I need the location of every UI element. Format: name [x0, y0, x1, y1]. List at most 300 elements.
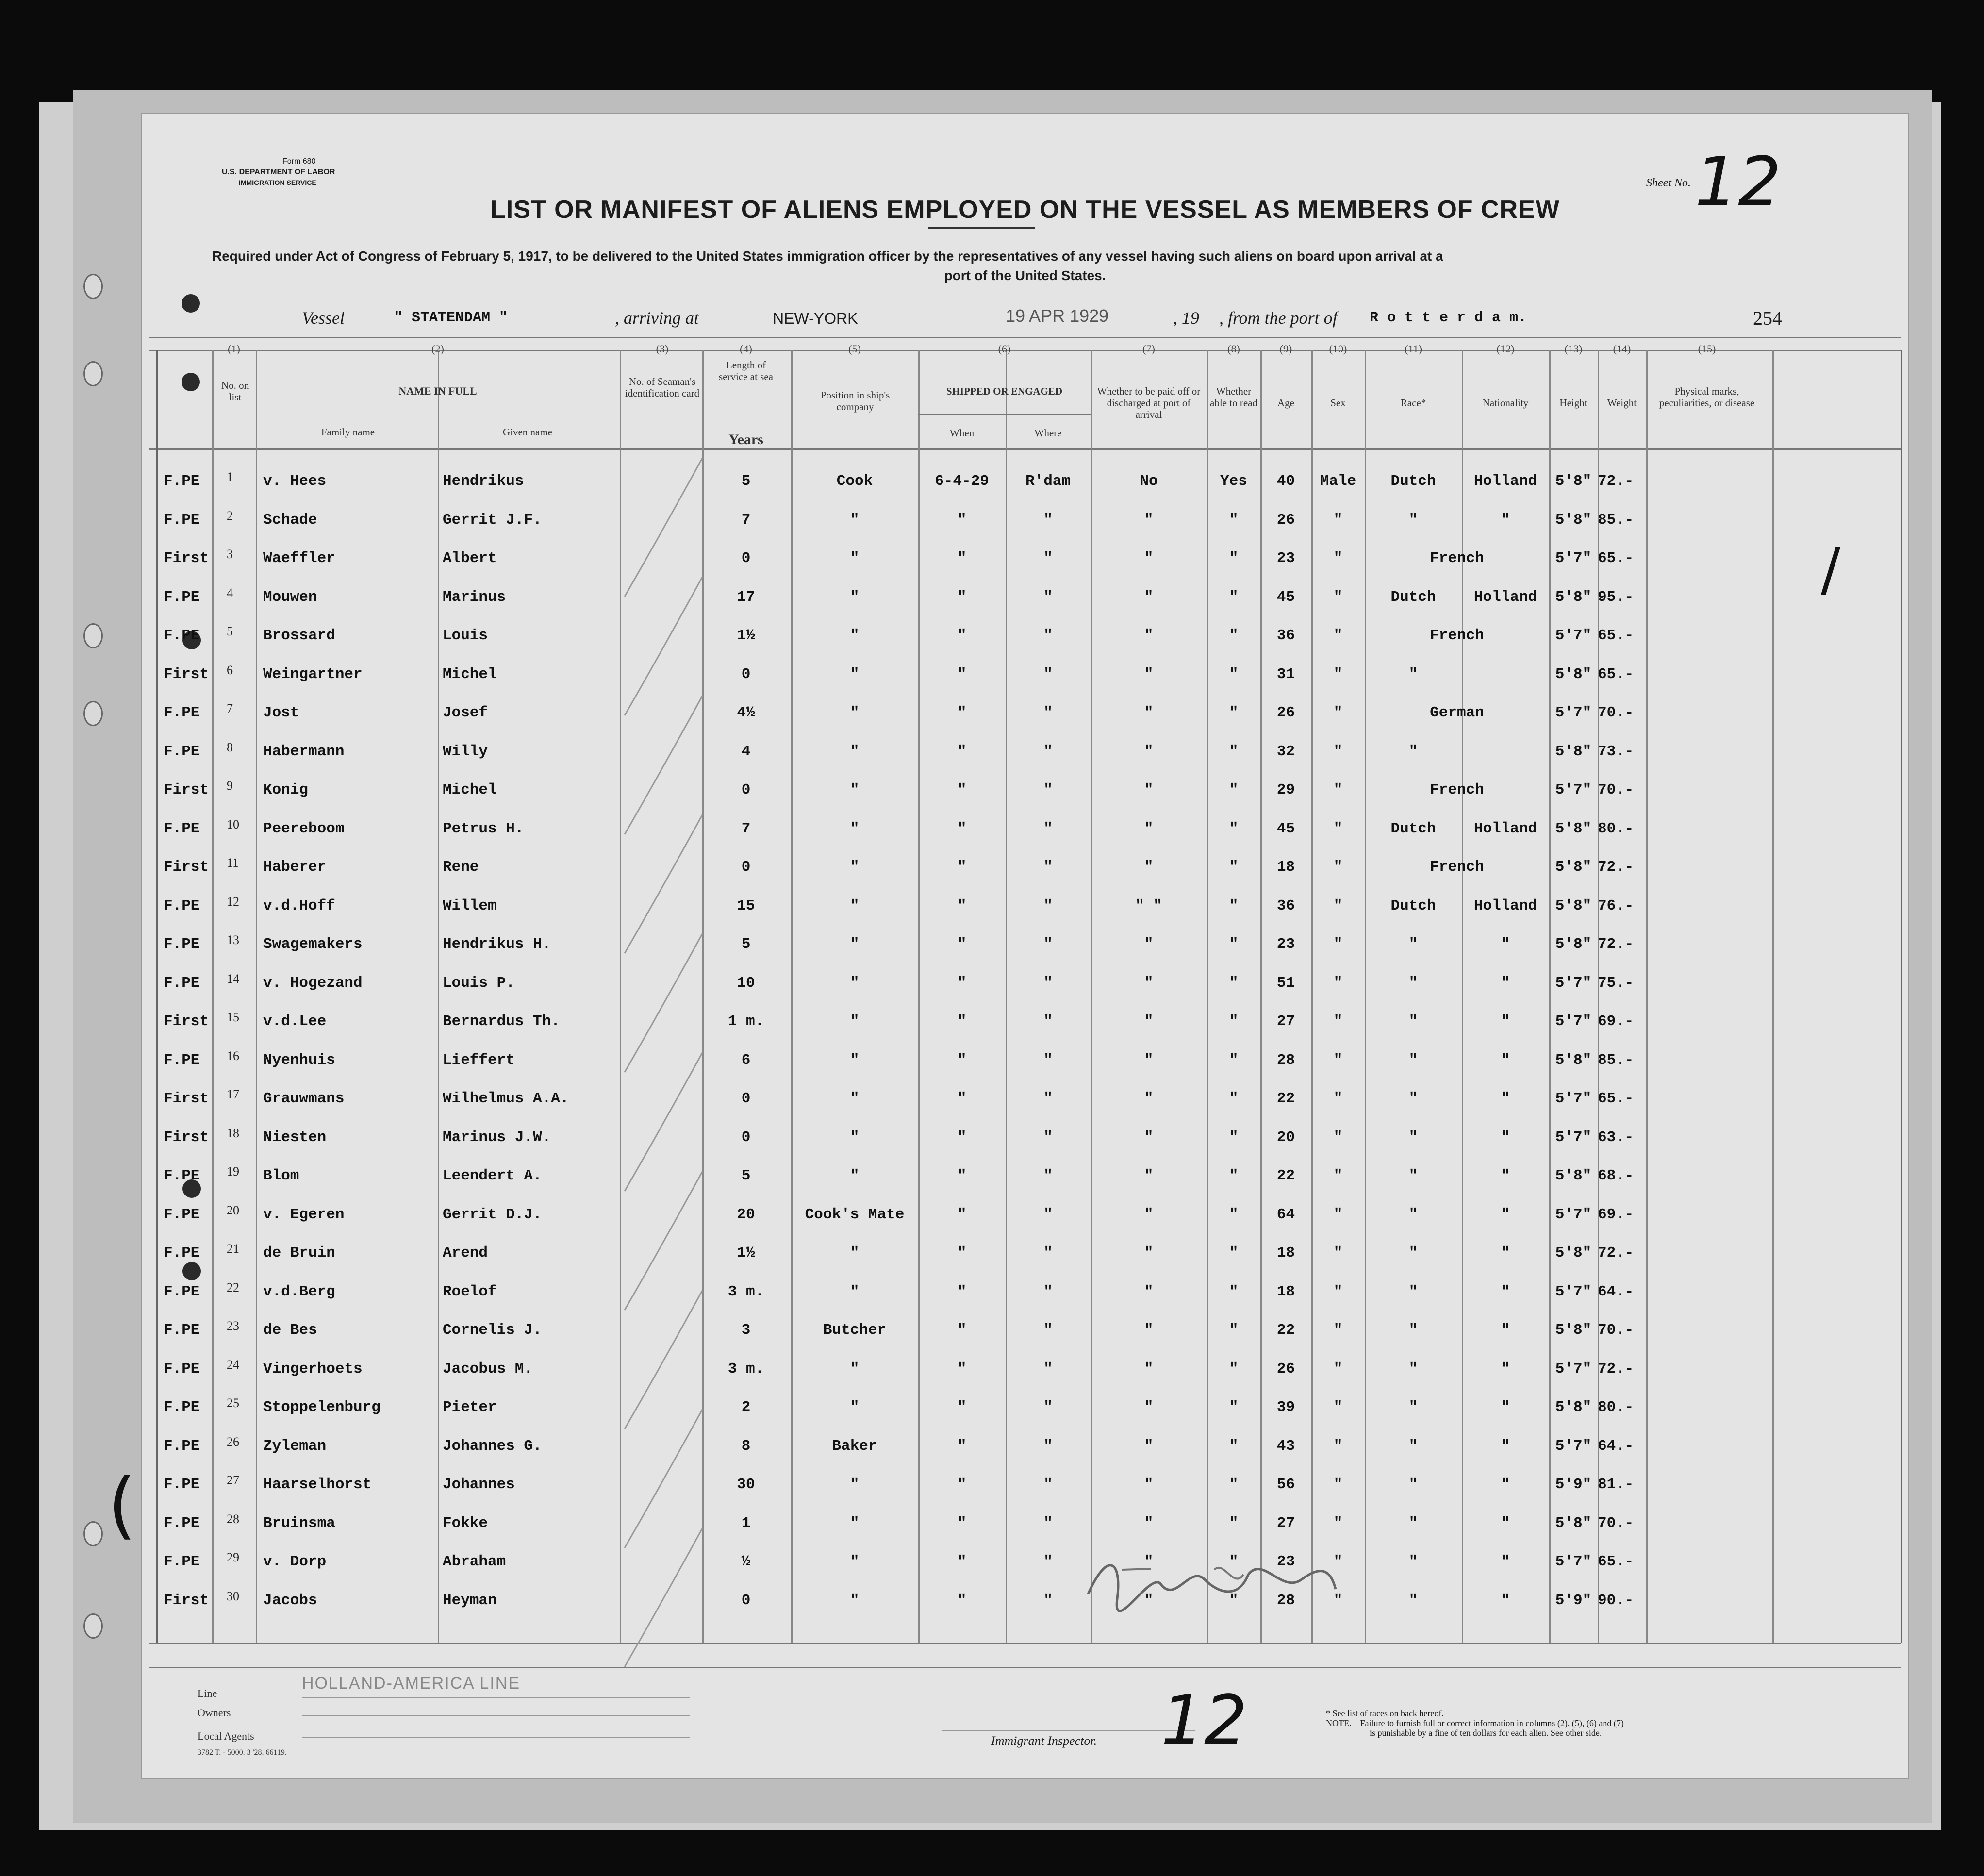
cell-family: Jost	[263, 704, 299, 721]
cell-age: 64	[1276, 1206, 1295, 1223]
cell-class: First	[164, 1129, 209, 1146]
table-row	[142, 1164, 1908, 1206]
cell-nationality: Holland	[1473, 820, 1538, 837]
local-agents-label: Local Agents	[198, 1730, 254, 1742]
row-number: 22	[227, 1280, 239, 1295]
cell-age: 18	[1276, 1245, 1295, 1262]
row-number: 26	[227, 1434, 239, 1449]
cell-age: 26	[1276, 511, 1295, 529]
cell-where: "	[1043, 1206, 1053, 1223]
cell-height: 5'8"	[1555, 1322, 1592, 1339]
col-4-header: Length of service at sea	[719, 359, 773, 382]
punch-hole	[83, 623, 103, 648]
cell-when: "	[957, 1399, 967, 1416]
cell-position: "	[850, 820, 860, 837]
cell-race: "	[1408, 1090, 1418, 1107]
cell-paid: "	[1144, 1476, 1154, 1493]
cell-read: "	[1229, 781, 1239, 798]
cell-race: "	[1408, 1476, 1418, 1493]
cell-age: 56	[1276, 1476, 1295, 1493]
col-4-number: (4)	[740, 343, 752, 355]
cell-race: "	[1408, 665, 1418, 683]
cell-given: Wilhelmus A.A.	[443, 1090, 569, 1107]
cell-age: 32	[1276, 743, 1295, 760]
table-bottom-rule	[149, 1643, 1901, 1644]
table-row	[142, 817, 1908, 859]
cell-read: "	[1229, 1592, 1239, 1609]
cell-when: "	[957, 1206, 967, 1223]
row-number: 16	[227, 1048, 239, 1063]
cell-service: 0	[741, 550, 751, 567]
cell-height: 5'8"	[1555, 665, 1592, 683]
cell-weight: 69.-	[1598, 1013, 1634, 1030]
cell-height: 5'8"	[1555, 1167, 1592, 1184]
cell-sex: "	[1333, 704, 1343, 721]
cell-where: "	[1043, 1129, 1053, 1146]
cell-paid: "	[1144, 820, 1154, 837]
cell-weight: 70.-	[1598, 1322, 1634, 1339]
table-row	[142, 624, 1908, 666]
cell-paid: "	[1144, 1322, 1154, 1339]
cell-where: "	[1043, 1283, 1053, 1300]
cell-paid: "	[1144, 1167, 1154, 1184]
cell-weight: 80.-	[1598, 1399, 1634, 1416]
col-15-number: (15)	[1698, 343, 1716, 355]
cell-age: 28	[1276, 1592, 1295, 1609]
row-number: 6	[227, 663, 233, 677]
punch-hole	[83, 361, 103, 386]
cell-sex: "	[1333, 1592, 1343, 1609]
cell-class: F.PE	[164, 1553, 200, 1570]
cell-read: "	[1229, 1514, 1239, 1532]
cell-class: F.PE	[164, 511, 200, 529]
cell-when: "	[957, 1322, 967, 1339]
cell-age: 28	[1276, 1051, 1295, 1069]
cell-position: "	[850, 1283, 860, 1300]
cell-when: "	[957, 1514, 967, 1532]
cell-when: "	[957, 1476, 967, 1493]
handwritten-mark: (	[108, 1463, 136, 1547]
cell-when: "	[957, 627, 967, 644]
cell-service: 7	[741, 511, 751, 529]
cell-weight: 70.-	[1598, 704, 1634, 721]
cell-weight: 69.-	[1598, 1206, 1634, 1223]
cell-given: Willy	[443, 743, 488, 760]
cell-sex: "	[1333, 1399, 1343, 1416]
cell-nationality: Holland	[1473, 588, 1538, 606]
cell-height: 5'8"	[1555, 936, 1592, 953]
cell-position: "	[850, 550, 860, 567]
cell-class: First	[164, 550, 209, 567]
agents-underline	[302, 1737, 690, 1738]
cell-sex: "	[1333, 627, 1343, 644]
cell-read: "	[1229, 859, 1239, 876]
cell-service: 30	[737, 1476, 755, 1493]
cell-given: Hendrikus	[443, 473, 524, 490]
cell-position: "	[850, 781, 860, 798]
cell-age: 18	[1276, 859, 1295, 876]
department-name: U.S. DEPARTMENT OF LABOR	[222, 168, 335, 176]
cell-class: F.PE	[164, 1167, 200, 1184]
cell-age: 22	[1276, 1167, 1295, 1184]
cell-age: 45	[1276, 588, 1295, 606]
cell-when: "	[957, 1129, 967, 1146]
cell-weight: 65.-	[1598, 1090, 1634, 1107]
cell-race: "	[1408, 1167, 1418, 1184]
row-number: 10	[227, 817, 239, 831]
cell-nationality: Holland	[1473, 897, 1538, 914]
cell-given: Louis	[443, 627, 488, 644]
given-name-header: Given name	[502, 426, 553, 438]
family-name-header: Family name	[321, 426, 375, 438]
cell-height: 5'8"	[1555, 1245, 1592, 1262]
punch-hole	[83, 701, 103, 726]
cell-height: 5'8"	[1555, 897, 1592, 914]
cell-race: "	[1408, 1129, 1418, 1146]
col-13-header: Height	[1559, 397, 1587, 409]
cell-family: v.d.Lee	[263, 1013, 327, 1030]
cell-service: 0	[741, 1129, 751, 1146]
footnote-races: * See list of races on back hereof.	[1326, 1709, 1444, 1718]
cell-weight: 72.-	[1598, 1360, 1634, 1378]
cell-where: "	[1043, 859, 1053, 876]
row-number: 18	[227, 1126, 239, 1140]
cell-height: 5'7"	[1555, 1206, 1592, 1223]
cell-read: "	[1229, 704, 1239, 721]
cell-read: "	[1229, 1129, 1239, 1146]
cell-read: "	[1229, 936, 1239, 953]
cell-class: F.PE	[164, 704, 200, 721]
cell-weight: 76.-	[1598, 897, 1634, 914]
cell-when: "	[957, 820, 967, 837]
cell-position: "	[850, 1090, 860, 1107]
cell-read: "	[1229, 974, 1239, 992]
row-number: 9	[227, 779, 233, 793]
punch-hole	[83, 274, 103, 299]
cell-position: "	[850, 974, 860, 992]
cell-sex: "	[1333, 1245, 1343, 1262]
cell-given: Johannes G.	[443, 1437, 542, 1455]
cell-height: 5'7"	[1555, 1129, 1592, 1146]
table-row	[142, 1357, 1908, 1399]
cell-when: "	[957, 550, 967, 567]
cell-where: "	[1043, 1476, 1053, 1493]
cell-paid: "	[1144, 1090, 1154, 1107]
col-5-number: (5)	[848, 343, 861, 355]
table-row	[142, 1319, 1908, 1361]
col-8-number: (8)	[1227, 343, 1240, 355]
cell-read: "	[1229, 665, 1239, 683]
ink-blot	[182, 373, 200, 391]
cell-paid: "	[1144, 588, 1154, 606]
header-bottom-rule	[149, 448, 1901, 450]
cell-weight: 90.-	[1598, 1592, 1634, 1609]
cell-read: "	[1229, 1206, 1239, 1223]
cell-sex: "	[1333, 665, 1343, 683]
row-number: 25	[227, 1396, 239, 1410]
table-row	[142, 1550, 1908, 1592]
cell-race: Dutch	[1390, 820, 1436, 837]
vessel-label: Vessel	[302, 308, 345, 328]
cell-paid: "	[1144, 1051, 1154, 1069]
cell-sex: "	[1333, 1553, 1343, 1570]
cell-class: F.PE	[164, 627, 200, 644]
cell-age: 27	[1276, 1013, 1295, 1030]
cell-read: "	[1229, 511, 1239, 529]
cell-given: Willem	[443, 897, 497, 914]
cell-given: Rene	[443, 859, 479, 876]
cell-position: "	[850, 1013, 860, 1030]
cell-weight: 70.-	[1598, 1514, 1634, 1532]
cell-nationality: "	[1501, 1360, 1510, 1378]
table-top-rule	[149, 337, 1901, 338]
table-row	[142, 663, 1908, 705]
cell-given: Gerrit J.F.	[443, 511, 542, 529]
cell-age: 31	[1276, 665, 1295, 683]
cell-sex: "	[1333, 936, 1343, 953]
cell-race: "	[1408, 1514, 1418, 1532]
cell-where: "	[1043, 1322, 1053, 1339]
cell-where: "	[1043, 936, 1053, 953]
col-6-number: (6)	[998, 343, 1011, 355]
cell-nationality: "	[1501, 1553, 1510, 1570]
cell-when: "	[957, 1013, 967, 1030]
cell-given: Albert	[443, 550, 497, 567]
cell-sex: "	[1333, 1167, 1343, 1184]
cell-sex: "	[1333, 1129, 1343, 1146]
cell-class: First	[164, 1592, 209, 1609]
table-row	[142, 547, 1908, 589]
cell-height: 5'7"	[1555, 1090, 1592, 1107]
cell-sex: "	[1333, 1476, 1343, 1493]
row-number: 29	[227, 1550, 239, 1564]
handwritten-mark: /	[1821, 536, 1841, 603]
cell-age: 45	[1276, 820, 1295, 837]
row-number: 11	[227, 856, 239, 870]
cell-weight: 63.-	[1598, 1129, 1634, 1146]
cell-paid: "	[1144, 1206, 1154, 1223]
cell-paid: "	[1144, 550, 1154, 567]
cell-sex: "	[1333, 1322, 1343, 1339]
cell-family: Stoppelenburg	[263, 1399, 380, 1416]
cell-sex: "	[1333, 1206, 1343, 1223]
table-row	[142, 1280, 1908, 1322]
cell-read: "	[1229, 1090, 1239, 1107]
cell-when: "	[957, 1553, 967, 1570]
cell-class: First	[164, 1090, 209, 1107]
cell-read: "	[1229, 1553, 1239, 1570]
cell-age: 20	[1276, 1129, 1295, 1146]
cell-when: "	[957, 1245, 967, 1262]
cell-family: Brossard	[263, 627, 335, 644]
row-number: 27	[227, 1473, 239, 1487]
col-13-number: (13)	[1564, 343, 1583, 355]
row-number: 24	[227, 1357, 239, 1372]
row-number: 19	[227, 1164, 239, 1179]
cell-age: 26	[1276, 704, 1295, 721]
cell-read: "	[1229, 550, 1239, 567]
cell-race: "	[1408, 1206, 1418, 1223]
table-row	[142, 1396, 1908, 1438]
cell-family: Blom	[263, 1167, 299, 1184]
row-number: 2	[227, 508, 233, 523]
cell-given: Fokke	[443, 1514, 488, 1532]
cell-class: F.PE	[164, 1206, 200, 1223]
cell-class: F.PE	[164, 1245, 200, 1262]
cell-family: v. Egeren	[263, 1206, 345, 1223]
row-number: 30	[227, 1589, 239, 1603]
cell-where: "	[1043, 1553, 1053, 1570]
cell-height: 5'9"	[1555, 1476, 1592, 1493]
table-row	[142, 1242, 1908, 1283]
cell-service: 17	[737, 588, 755, 606]
cell-nationality: "	[1501, 1592, 1510, 1609]
cell-family: de Bruin	[263, 1245, 335, 1262]
cell-position: "	[850, 1514, 860, 1532]
cell-weight: 65.-	[1598, 1553, 1634, 1570]
ink-blot	[182, 294, 200, 313]
cell-height: 5'9"	[1555, 1592, 1592, 1609]
cell-family: de Bes	[263, 1322, 317, 1339]
cell-service: 1½	[737, 1245, 755, 1262]
cell-nationality: "	[1501, 1013, 1510, 1030]
cell-nationality: "	[1501, 1206, 1510, 1223]
cell-service: 4	[741, 743, 751, 760]
cell-nationality: "	[1501, 1167, 1510, 1184]
cell-when: "	[957, 1167, 967, 1184]
row-number: 3	[227, 547, 233, 561]
cell-when: "	[957, 704, 967, 721]
cell-family: Jacobs	[263, 1592, 317, 1609]
title-rule	[928, 227, 1035, 229]
cell-paid: "	[1144, 627, 1154, 644]
cell-read: "	[1229, 627, 1239, 644]
inspector-label: Immigrant Inspector.	[991, 1734, 1097, 1748]
cell-sex: "	[1333, 1013, 1343, 1030]
cell-age: 18	[1276, 1283, 1295, 1300]
cell-height: 5'8"	[1555, 820, 1592, 837]
cell-class: F.PE	[164, 473, 200, 490]
cell-age: 40	[1276, 473, 1295, 490]
col-2-number: (2)	[431, 343, 444, 355]
table-row	[142, 894, 1908, 936]
row-number: 23	[227, 1319, 239, 1333]
row-number: 20	[227, 1203, 239, 1217]
cell-service: 5	[741, 936, 751, 953]
cell-height: 5'8"	[1555, 1514, 1592, 1532]
cell-when: "	[957, 743, 967, 760]
cell-race: French	[1430, 627, 1484, 644]
cell-class: F.PE	[164, 1437, 200, 1455]
subtitle-line-1: Required under Act of Congress of February 5, 1917, to be delivered to the United States immigration officer by the representatives of any vessel having such aliens on board upon arrival at a	[212, 249, 1443, 264]
table-row	[142, 1087, 1908, 1129]
cell-where: "	[1043, 1090, 1053, 1107]
cell-age: 23	[1276, 550, 1295, 567]
cell-weight: 72.-	[1598, 859, 1634, 876]
cell-read: "	[1229, 1283, 1239, 1300]
table-row	[142, 585, 1908, 628]
cell-service: 8	[741, 1437, 751, 1455]
col-3-number: (3)	[656, 343, 669, 355]
cell-class: F.PE	[164, 897, 200, 914]
cell-class: F.PE	[164, 588, 200, 606]
shipped-subrule	[918, 414, 1091, 415]
col-11-header: Race*	[1400, 397, 1426, 409]
cell-paid: "	[1144, 1245, 1154, 1262]
cell-weight: 65.-	[1598, 665, 1634, 683]
cell-when: "	[957, 665, 967, 683]
cell-family: v. Hees	[263, 473, 327, 490]
cell-given: Heyman	[443, 1592, 497, 1609]
cell-where: "	[1043, 820, 1053, 837]
table-row	[142, 1048, 1908, 1091]
col-8-header: Whether able to read	[1210, 385, 1257, 409]
row-number: 12	[227, 894, 239, 909]
cell-family: Vingerhoets	[263, 1360, 363, 1378]
table-row	[142, 933, 1908, 975]
cell-where: "	[1043, 1437, 1053, 1455]
cell-read: "	[1229, 1399, 1239, 1416]
cell-position: "	[850, 588, 860, 606]
cell-when: "	[957, 1090, 967, 1107]
cell-paid: "	[1144, 1437, 1154, 1455]
cell-where: "	[1043, 974, 1053, 992]
cell-service: 1	[741, 1514, 751, 1532]
cell-class: First	[164, 859, 209, 876]
cell-position: "	[850, 1129, 860, 1146]
cell-position: "	[850, 1051, 860, 1069]
cell-nationality: Holland	[1473, 473, 1538, 490]
cell-paid: "	[1144, 511, 1154, 529]
cell-nationality: "	[1501, 1129, 1510, 1146]
cell-height: 5'8"	[1555, 473, 1592, 490]
cell-given: Lieffert	[443, 1051, 515, 1069]
page-number: 254	[1753, 307, 1782, 329]
cell-race: "	[1408, 1322, 1418, 1339]
cell-age: 26	[1276, 1360, 1295, 1378]
cell-when: "	[957, 1437, 967, 1455]
cell-position: Butcher	[823, 1322, 887, 1339]
cell-service: 3 m.	[727, 1283, 764, 1300]
cell-class: F.PE	[164, 1322, 200, 1339]
inspector-signature	[1078, 1541, 1340, 1613]
cell-sex: Male	[1320, 473, 1356, 490]
cell-position: Cook's Mate	[805, 1206, 905, 1223]
cell-service: 4½	[737, 704, 755, 721]
cell-paid: "	[1144, 1553, 1154, 1570]
cell-paid: " "	[1135, 897, 1162, 914]
cell-service: 6	[741, 1051, 751, 1069]
cell-weight: 73.-	[1598, 743, 1634, 760]
arrival-date-stamp: 19 APR 1929	[1006, 306, 1109, 326]
cell-paid: "	[1144, 1283, 1154, 1300]
cell-given: Leendert A.	[443, 1167, 542, 1184]
cell-sex: "	[1333, 1090, 1343, 1107]
cell-weight: 72.-	[1598, 1245, 1634, 1262]
cell-weight: 65.-	[1598, 550, 1634, 567]
cell-sex: "	[1333, 1514, 1343, 1532]
cell-race: French	[1430, 550, 1484, 567]
cell-age: 22	[1276, 1322, 1295, 1339]
cell-sex: "	[1333, 1437, 1343, 1455]
cell-sex: "	[1333, 1360, 1343, 1378]
cell-paid: "	[1144, 936, 1154, 953]
col-12-header: Nationality	[1482, 397, 1529, 409]
col-9-header: Age	[1277, 397, 1294, 409]
cell-family: Swagemakers	[263, 936, 363, 953]
cell-class: F.PE	[164, 1476, 200, 1493]
where-header: Where	[1034, 427, 1062, 439]
